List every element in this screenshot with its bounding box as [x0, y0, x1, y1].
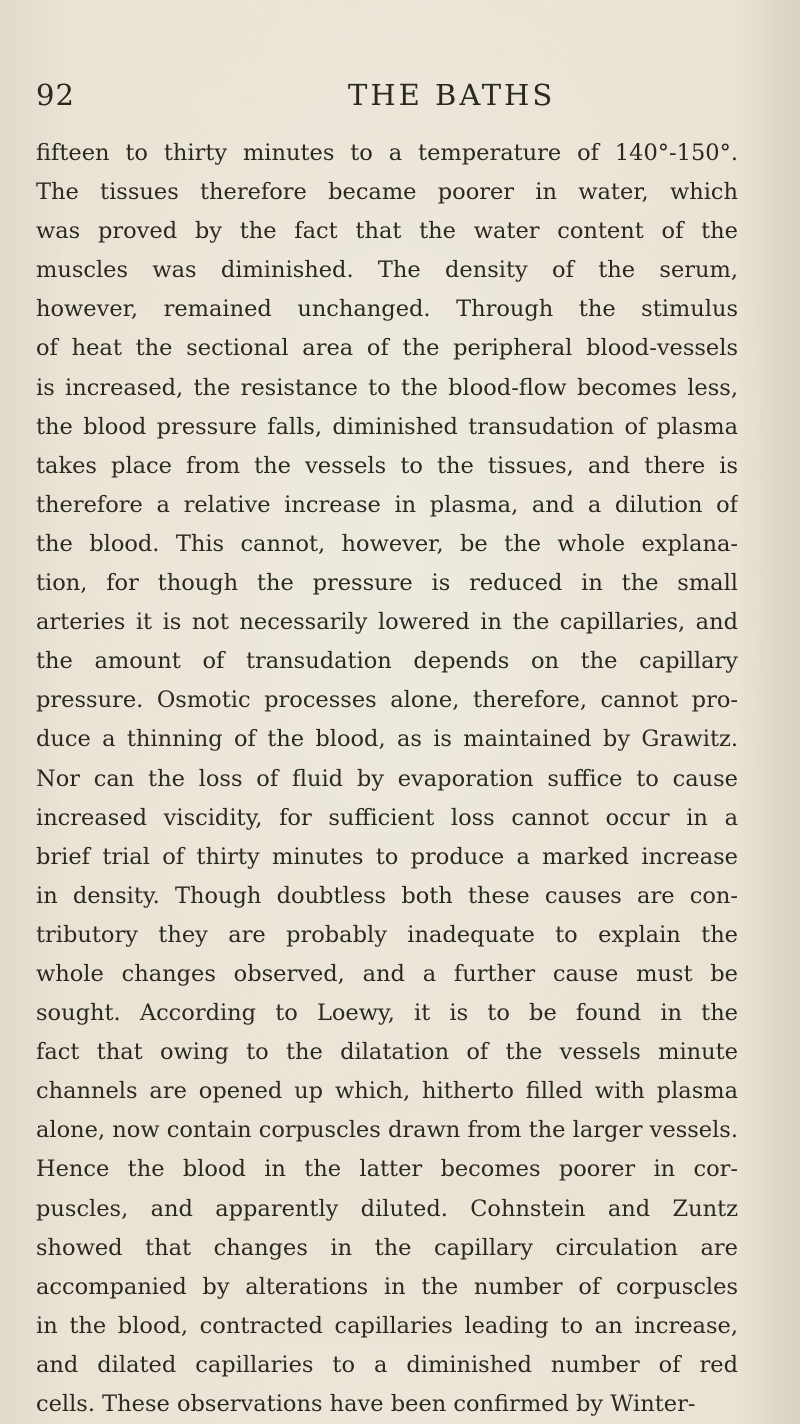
text-line: the blood. This cannot, however, be the whole explana-: [36, 530, 738, 557]
text-line: therefore a relative increase in plasma, and a dilution of: [36, 491, 738, 518]
text-line: puscles, and apparently diluted. Cohnstein and Zuntz: [36, 1195, 738, 1222]
page-number: 92: [36, 78, 75, 112]
text-line: Hence the blood in the latter becomes poorer in cor-: [36, 1156, 738, 1183]
text-line: was proved by the fact that the water content of the: [36, 218, 738, 245]
body-text: [36, 134, 738, 1424]
text-line: takes place from the vessels to the tissues, and there is: [36, 452, 738, 479]
text-line: of heat the sectional area of the peripheral blood-vessels: [36, 335, 738, 362]
text-line: tributory they are probably inadequate to explain the: [36, 921, 738, 948]
text-line: accompanied by alterations in the number of corpuscles: [36, 1273, 738, 1300]
text-line: brief trial of thirty minutes to produce a marked increase: [36, 843, 738, 870]
running-head: [36, 78, 736, 118]
text-line: cells. These observations have been confirmed by Winter-: [36, 1391, 696, 1417]
running-title: THE BATHS: [348, 78, 556, 112]
text-line: pressure. Osmotic processes alone, therefore, cannot pro-: [36, 687, 738, 714]
text-line: fifteen to thirty minutes to a temperature of 140°-150°.: [36, 140, 738, 166]
text-line: increased viscidity, for sufficient loss cannot occur in a: [36, 804, 738, 831]
text-line: Nor can the loss of fluid by evaporation suffice to cause: [36, 765, 738, 792]
text-line: alone, now contain corpuscles drawn from the larger vessels.: [36, 1117, 738, 1144]
text-line: tion, for though the pressure is reduced in the small: [36, 570, 738, 597]
text-line: showed that changes in the capillary circulation are: [36, 1234, 738, 1261]
text-line: the amount of transudation depends on the capillary: [36, 648, 738, 675]
text-line: in the blood, contracted capillaries leading to an increase,: [36, 1312, 738, 1339]
text-line: duce a thinning of the blood, as is maintained by Grawitz.: [36, 726, 738, 753]
text-line: is increased, the resistance to the blood-flow becomes less,: [36, 374, 738, 401]
text-line: muscles was diminished. The density of the serum,: [36, 257, 738, 284]
text-line: however, remained unchanged. Through the stimulus: [36, 296, 738, 323]
text-line: the blood pressure falls, diminished transudation of plasma: [36, 413, 738, 440]
text-line: in density. Though doubtless both these causes are con-: [36, 882, 738, 909]
text-line: channels are opened up which, hitherto filled with plasma: [36, 1078, 738, 1105]
text-line: The tissues therefore became poorer in water, which: [36, 179, 738, 206]
text-line: whole changes observed, and a further cause must be: [36, 960, 738, 987]
text-line: and dilated capillaries to a diminished number of red: [36, 1351, 738, 1378]
text-line: fact that owing to the dilatation of the vessels minute: [36, 1039, 738, 1066]
text-line: sought. According to Loewy, it is to be found in the: [36, 1000, 738, 1027]
text-line: arteries it is not necessarily lowered in the capillaries, and: [36, 609, 738, 636]
